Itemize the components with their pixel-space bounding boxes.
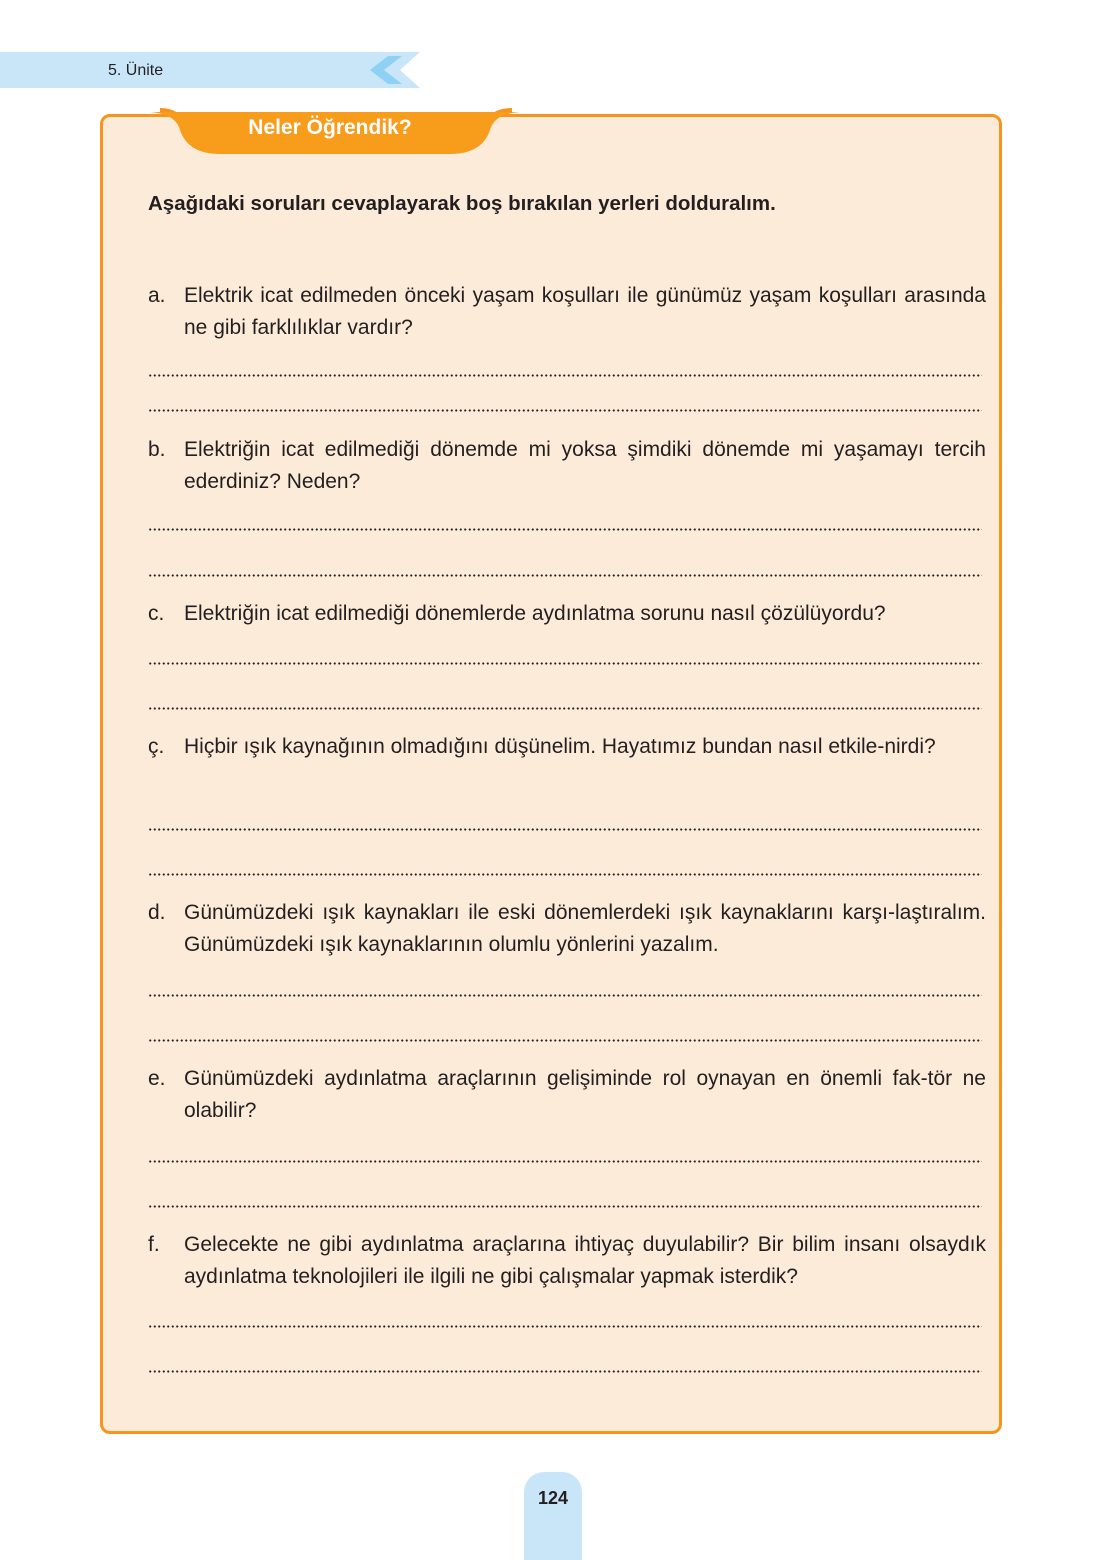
question-letter: b.	[148, 438, 166, 461]
section-title-tab	[150, 104, 520, 158]
answer-line[interactable]	[148, 707, 982, 710]
answer-line[interactable]	[148, 994, 982, 997]
question-letter: c.	[148, 602, 165, 625]
unit-header-bar	[0, 52, 420, 88]
answer-line[interactable]	[148, 1039, 982, 1042]
question-b	[148, 434, 986, 498]
question-text: Elektrik icat edilmeden önceki yaşam koşulları ile günümüz yaşam koşulları arasında ne gibi farklılıklar vardır?	[184, 284, 986, 339]
answer-line[interactable]	[148, 1325, 982, 1328]
answer-line[interactable]	[148, 1205, 982, 1208]
answer-line[interactable]	[148, 409, 982, 412]
instruction-text: Aşağıdaki soruları cevaplayarak boş bırakılan yerleri dolduralım.	[148, 192, 776, 215]
answer-line[interactable]	[148, 662, 982, 665]
answer-line[interactable]	[148, 528, 982, 531]
question-text: Hiçbir ışık kaynağının olmadığını düşünelim. Hayatımız bundan nasıl etkile-nirdi?	[184, 735, 936, 758]
answer-line[interactable]	[148, 873, 982, 876]
question-a	[148, 280, 986, 344]
answer-line[interactable]	[148, 574, 982, 577]
question-d	[148, 897, 986, 961]
page-number-tab	[524, 1472, 582, 1560]
question-letter: d.	[148, 901, 166, 924]
answer-line[interactable]	[148, 1160, 982, 1163]
answer-line[interactable]	[148, 374, 982, 377]
section-title: Neler Öğrendik?	[248, 116, 412, 139]
question-letter: f.	[148, 1233, 160, 1256]
question-text: Gelecekte ne gibi aydınlatma araçlarına ihtiyaç duyulabilir? Bir bilim insanı olsaydık aydınlatma teknolojileri ile ilgili ne gibi çalışmalar yapmak isterdik?	[184, 1233, 986, 1288]
question-letter: a.	[148, 284, 166, 307]
answer-line[interactable]	[148, 828, 982, 831]
question-letter: ç.	[148, 735, 165, 758]
question-c-cedilla	[148, 731, 986, 763]
question-text: Elektriğin icat edilmediği dönemde mi yoksa şimdiki dönemde mi yaşamayı tercih ederdiniz? Neden?	[184, 438, 986, 493]
question-text: Günümüzdeki aydınlatma araçlarının gelişiminde rol oynayan en önemli fak-tör ne olabilir?	[184, 1067, 986, 1122]
unit-label: 5. Ünite	[108, 62, 164, 79]
question-f	[148, 1229, 986, 1293]
question-c	[148, 598, 986, 630]
page-number: 124	[537, 1488, 569, 1508]
question-letter: e.	[148, 1067, 166, 1090]
answer-line[interactable]	[148, 1370, 982, 1373]
question-text: Günümüzdeki ışık kaynakları ile eski dönemlerdeki ışık kaynaklarını karşı-laştıralım. Günümüzdeki ışık kaynaklarının olumlu yönlerini yazalım.	[184, 901, 986, 956]
question-e	[148, 1063, 986, 1127]
question-text: Elektriğin icat edilmediği dönemlerde aydınlatma sorunu nasıl çözülüyordu?	[184, 602, 886, 625]
